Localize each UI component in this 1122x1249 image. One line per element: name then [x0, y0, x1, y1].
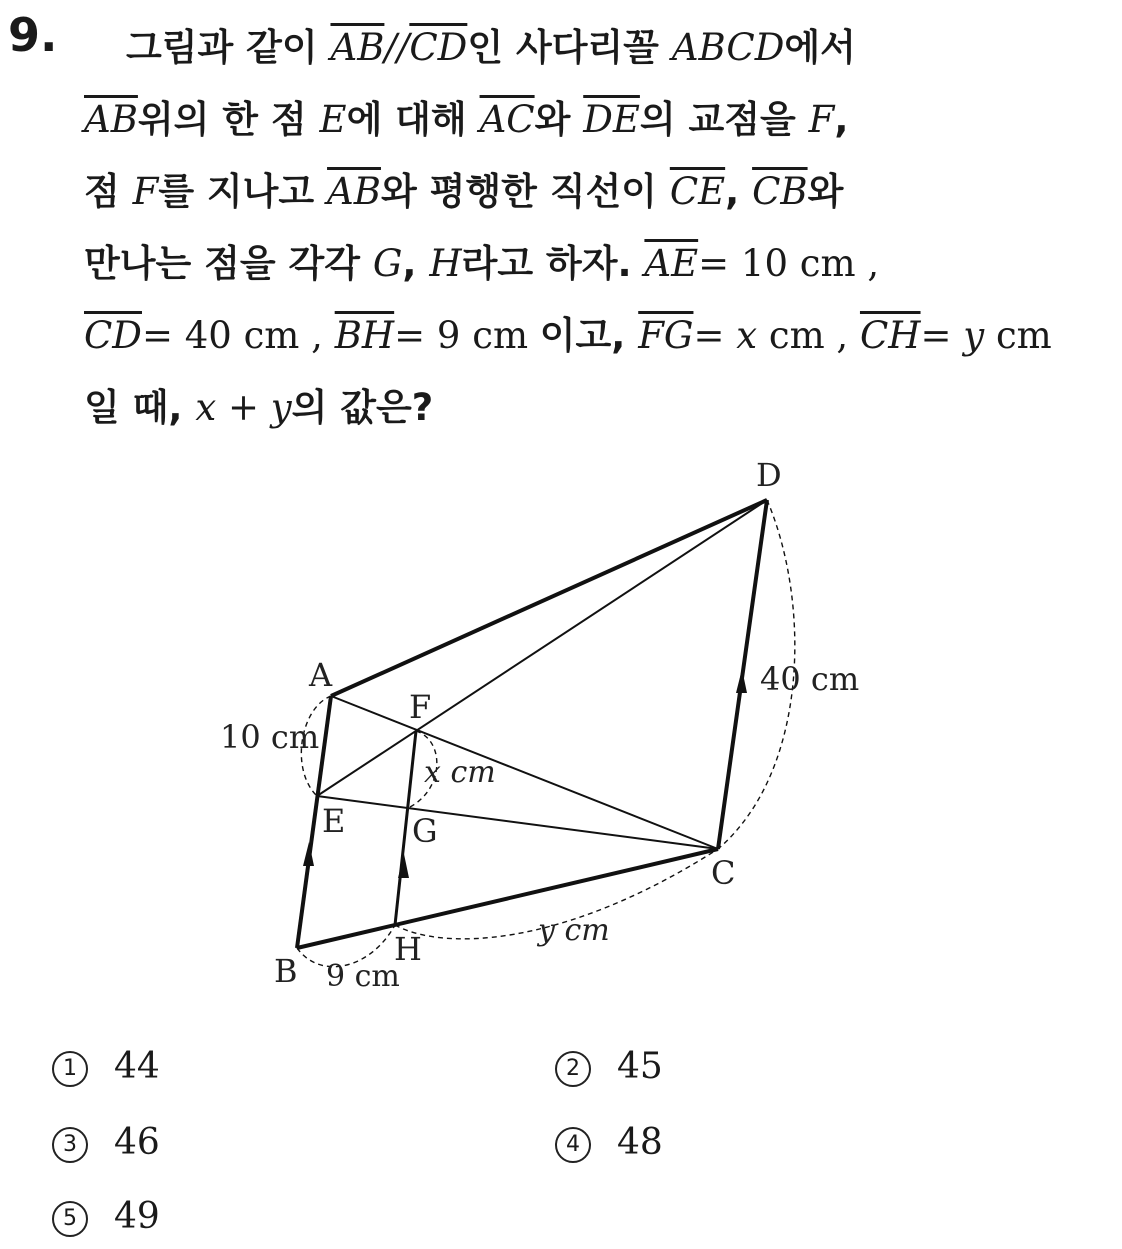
line-de [317, 500, 767, 796]
math-symbol: // [384, 26, 410, 69]
stem-line [84, 156, 1094, 228]
label-cd: 40 cm [760, 660, 860, 698]
math-symbol: y [270, 386, 292, 429]
point-label-c: C [711, 854, 736, 892]
stem-text: 를 지나고 [158, 170, 328, 213]
choice-value: 48 [617, 1122, 663, 1163]
math-symbol: x [736, 314, 758, 357]
math-symbol: $\overline{AC}$ [479, 98, 535, 141]
choice-5[interactable] [52, 1196, 160, 1237]
question-number: 9. [8, 8, 58, 62]
stem-text: 의 교점을 [639, 98, 809, 141]
stem-text: 라고 하자. [461, 242, 645, 285]
math-symbol: E [319, 98, 347, 141]
math-unit: + [216, 386, 271, 429]
choice-4[interactable] [555, 1122, 663, 1163]
label-fg: x cm [424, 755, 496, 790]
math-symbol: $\overline{CD}$ [409, 26, 468, 69]
math-unit: = 10 cm , [698, 242, 880, 285]
side-da [331, 500, 767, 696]
math-symbol: $\overline{CD}$ [84, 314, 142, 357]
choice-mark: 4 [555, 1127, 591, 1163]
math-symbol: $\overline{FG}$ [638, 314, 694, 357]
math-symbol: $\overline{BH}$ [334, 314, 395, 357]
stem-text: 점 [84, 170, 133, 213]
point-label-b: B [274, 952, 298, 990]
point-label-d: D [756, 456, 782, 494]
math-symbol: $\overline{AB}$ [327, 170, 381, 213]
point-label-a: A [309, 656, 333, 694]
trapezoid-figure [0, 440, 1122, 1010]
choice-value: 45 [617, 1046, 663, 1087]
math-symbol: $\overline{CH}$ [859, 314, 921, 357]
choice-value: 49 [114, 1196, 160, 1237]
math-symbol: $\overline{AB}$ [84, 98, 138, 141]
label-ae: 10 cm [220, 718, 320, 756]
point-label-f: F [409, 688, 432, 726]
label-ch: y cm [538, 913, 610, 948]
math-symbol: F [808, 98, 835, 141]
stem-text: 그림과 같이 [126, 26, 331, 69]
stem-text: 인 사다리꼴 [467, 26, 672, 69]
stem-text: 와 평행한 직선이 [380, 170, 670, 213]
math-unit: = [693, 314, 737, 357]
line-ac [331, 696, 718, 849]
stem-text: , [402, 242, 430, 285]
stem-text: 에 대해 [346, 98, 480, 141]
math-symbol: ABCD [671, 26, 785, 69]
math-symbol: $\overline{CE}$ [669, 170, 726, 213]
math-symbol: y [963, 314, 985, 357]
math-unit: = 40 cm , [141, 314, 335, 357]
math-symbol: $\overline{DE}$ [583, 98, 640, 141]
choice-mark: 1 [52, 1051, 88, 1087]
stem-text: 와 [807, 170, 844, 213]
stem-text: , [834, 98, 849, 141]
math-symbol: x [195, 386, 217, 429]
choice-value: 46 [114, 1122, 160, 1163]
choice-3[interactable] [52, 1122, 160, 1163]
line-ce [317, 796, 718, 849]
math-unit: = [920, 314, 964, 357]
stem-text: 일 때, [84, 386, 196, 429]
choice-mark: 5 [52, 1201, 88, 1237]
stem-line [84, 84, 1094, 156]
choice-1[interactable] [52, 1046, 160, 1087]
math-symbol: H [429, 242, 462, 285]
point-label-g: G [412, 812, 438, 850]
choice-value: 44 [114, 1046, 160, 1087]
stem-text: 만나는 점을 각각 [84, 242, 373, 285]
stem-line [84, 228, 1094, 300]
question-stem [84, 12, 1094, 444]
point-label-e: E [322, 802, 346, 840]
choice-2[interactable] [555, 1046, 663, 1087]
math-symbol: G [372, 242, 403, 285]
math-symbol: $\overline{AB}$ [330, 26, 385, 69]
math-symbol: $\overline{AE}$ [644, 242, 699, 285]
stem-text: 의 값은? [291, 386, 434, 429]
arrow-cd [736, 669, 747, 693]
stem-text: 에서 [784, 26, 856, 69]
point-label-h: H [394, 930, 422, 968]
side-bc [297, 849, 718, 948]
stem-text: , [725, 170, 753, 213]
math-unit: cm [984, 314, 1052, 357]
stem-line [84, 12, 1094, 84]
math-symbol: $\overline{CB}$ [752, 170, 808, 213]
stem-text: 이고, [539, 314, 639, 357]
stem-text: 와 [534, 98, 584, 141]
stem-text: 위의 한 점 [137, 98, 320, 141]
math-symbol: F [132, 170, 159, 213]
stem-line [84, 300, 1094, 372]
arrow-fh [398, 854, 409, 878]
choice-mark: 2 [555, 1051, 591, 1087]
stem-line [84, 372, 1094, 444]
label-bh: 9 cm [326, 959, 400, 994]
choice-mark: 3 [52, 1127, 88, 1163]
math-unit: cm , [757, 314, 860, 357]
math-unit: = 9 cm [394, 314, 540, 357]
